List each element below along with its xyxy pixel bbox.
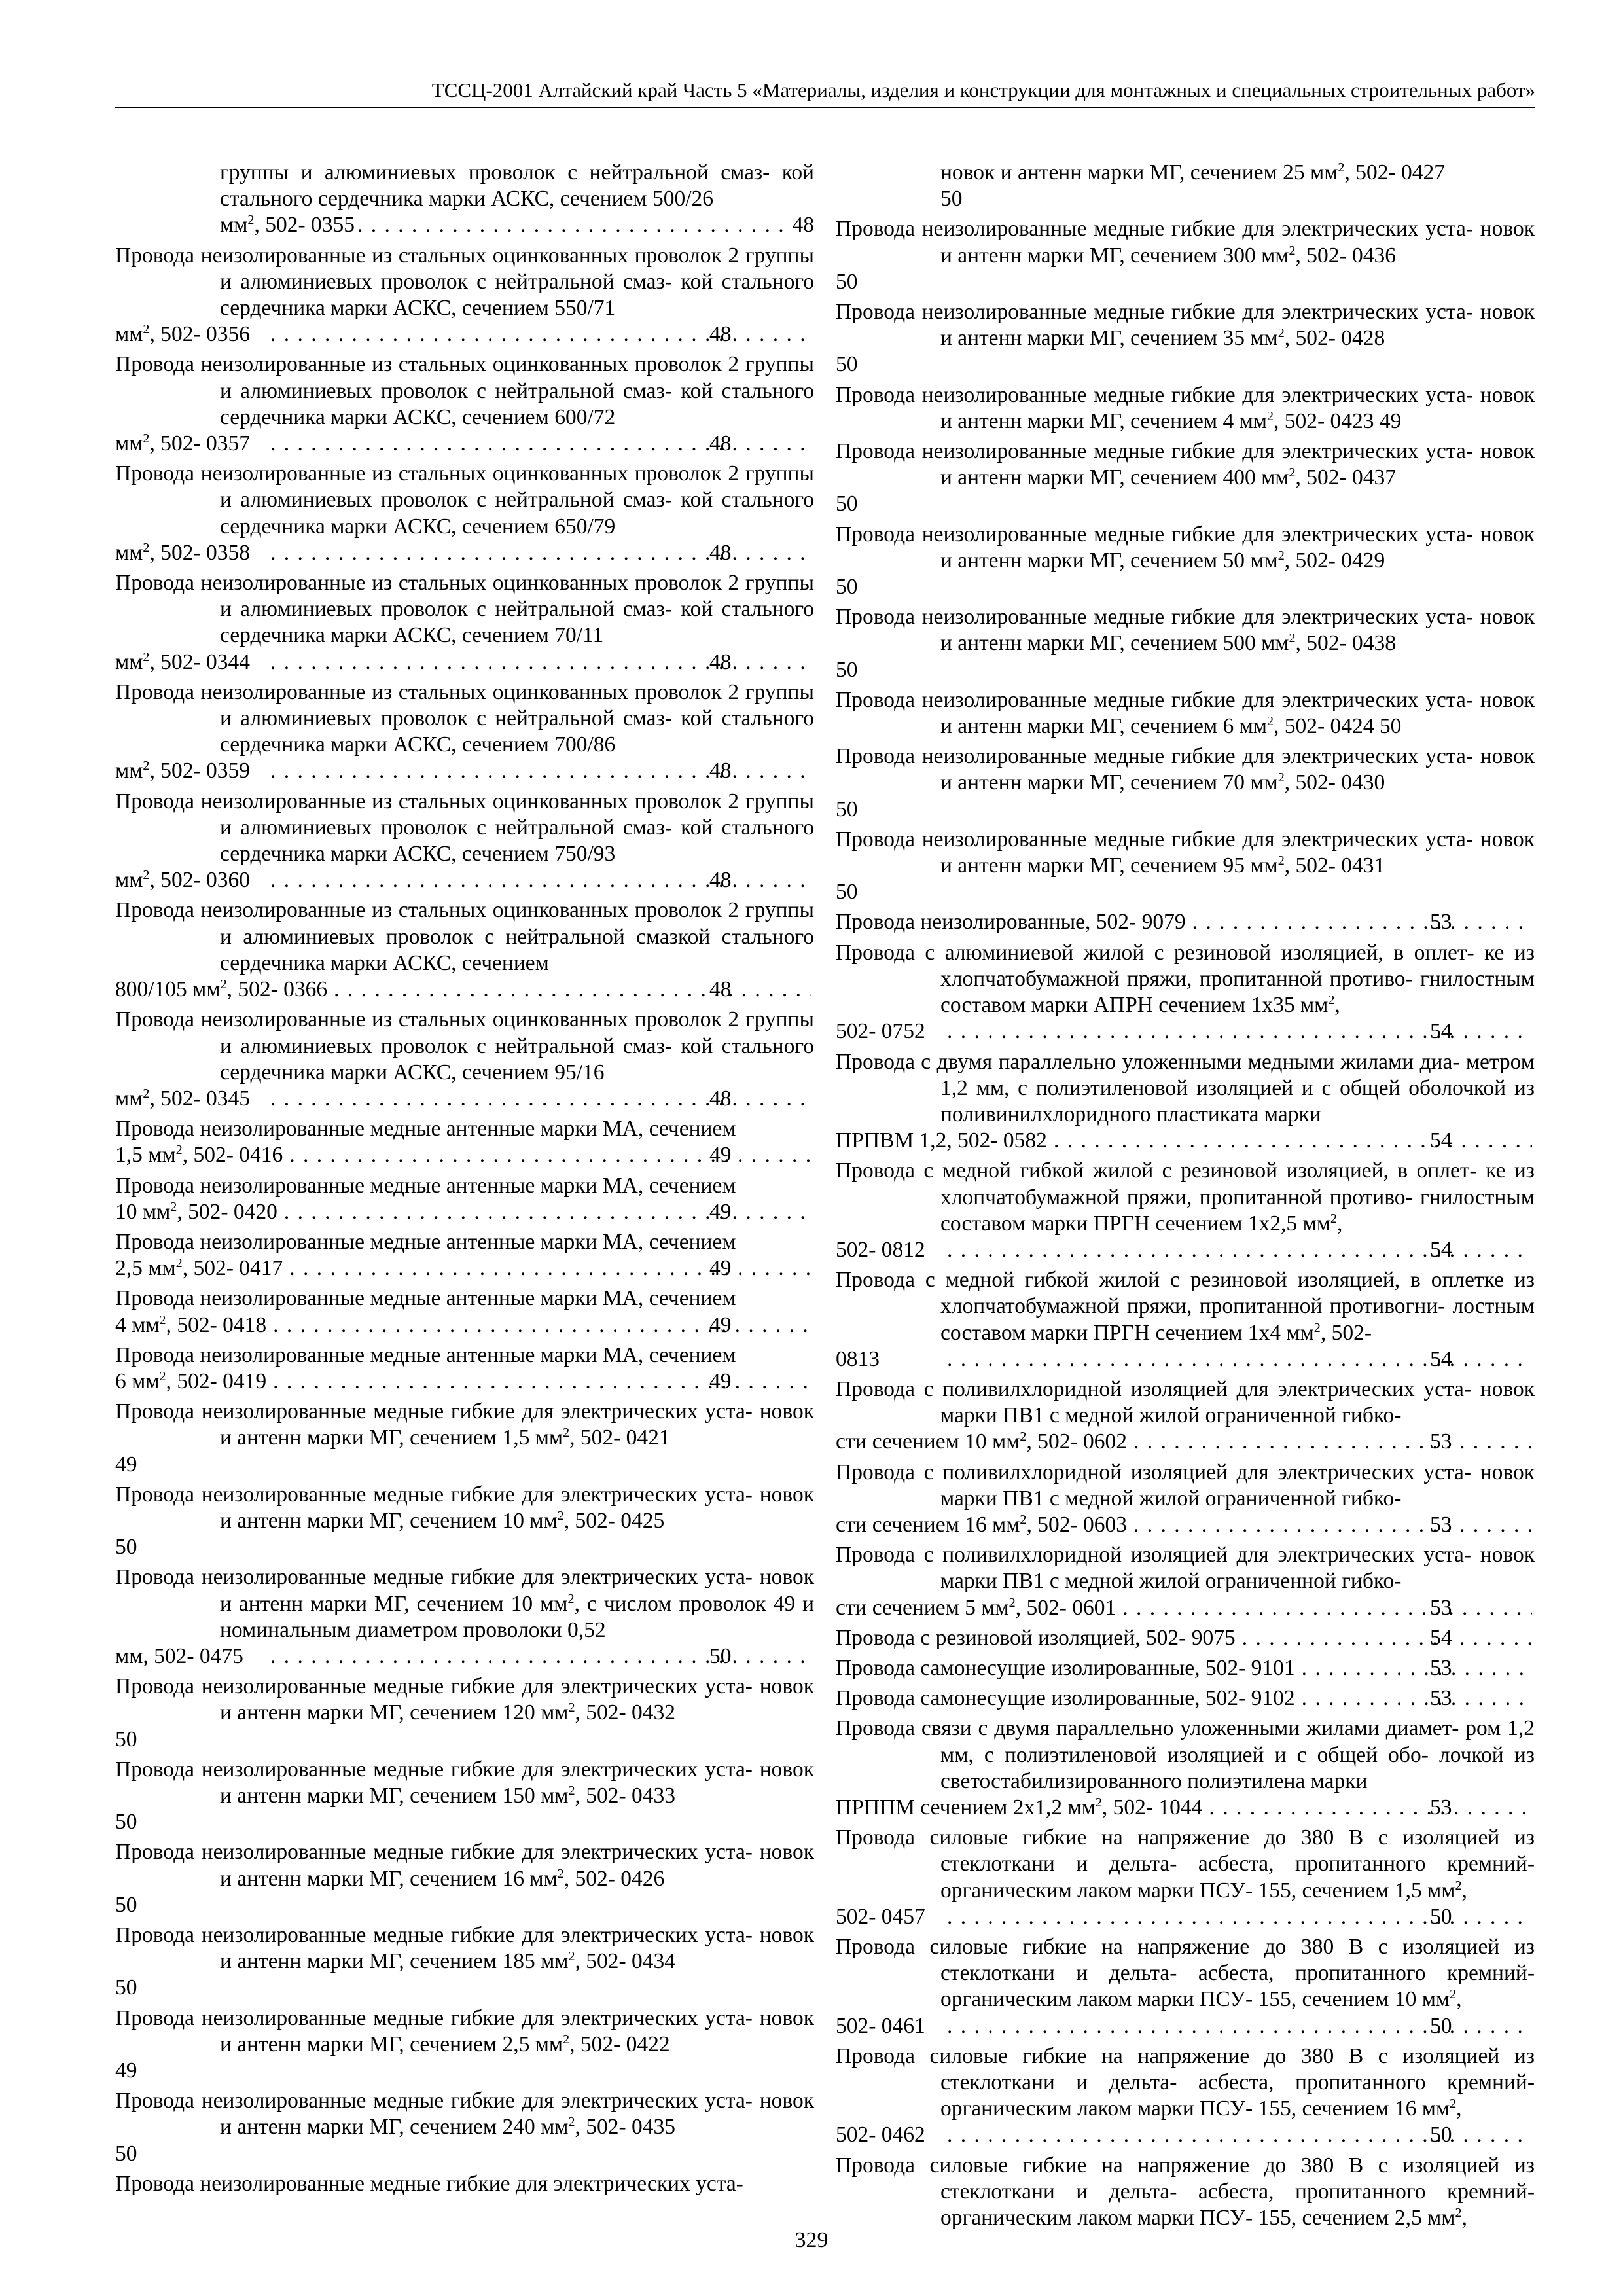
entry-text: Провода неизолированные из стальных оцинкованных проволок 2 группы и алюминиевых проволок с нейтральной смаз- кой стального сердечника марки АСКС, сечением 95/16: [115, 1007, 814, 1085]
entry-last-line: Провода неизолированные, 502- 9079: [836, 910, 1186, 935]
entry-text: Провода неизолированные медные гибкие для электрических уста- новок и антенн марки МГ, сечением 4 $мм^2$, 502- 0423 49: [836, 382, 1535, 433]
header-rule: [115, 107, 1535, 108]
entry-text: Провода неизолированные медные гибкие для электрических уста- новок и антенн марки МГ, сечением 16 $мм^2$, 502- 0426: [115, 1840, 814, 1891]
dot-leader: [1205, 1795, 1532, 1821]
entry-last-line: ПРППМ сечением 2х1,2 $мм^2$, 502- 1044: [836, 1795, 1203, 1820]
entry-text: Провода неизолированные медные гибкие для электрических уста- новок и антенн марки МГ, сечением 120 $мм^2$, 502- 0432: [115, 1674, 814, 1725]
index-entry: Провода неизолированные из стальных оцинкованных проволок 2 группы и алюминиевых проволок с нейтральной смаз- кой стального сердечника марки АСКС, сечением 600/72 $мм^2$, 502- 0357 . . . 48: [115, 351, 814, 457]
entry-page-ref: 50: [115, 1727, 137, 1751]
dot-leader: [1118, 1595, 1532, 1621]
dot-leader: [285, 1142, 812, 1168]
entry-text: Провода неизолированные медные гибкие для электрических уста- новок и антенн марки МГ, сечением 35 $мм^2$, 502- 0428: [836, 300, 1535, 351]
index-entry: [836, 439, 1535, 518]
entry-text: Провода неизолированные медные гибкие для электрических уста- новок и антенн марки МГ, сечением 300 $мм^2$, 502- 0436: [836, 217, 1535, 268]
entry-page-ref: 50: [115, 1892, 137, 1917]
entry-text: Провода неизолированные медные гибкие для электрических уста- новок и антенн марки МГ, сечением 2,5 $мм^2$, 502- 0422: [115, 2005, 814, 2056]
dot-leader: [1188, 909, 1532, 935]
entry-text: Провода неизолированные медные гибкие для электрических уста- новок и антенн марки МГ, сечением 50 $мм^2$, 502- 0429: [836, 522, 1535, 573]
dot-leader: [330, 977, 812, 1003]
entry-last-line: Провода с резиновой изоляцией, 502- 9075: [836, 1625, 1236, 1650]
index-entry: [115, 1482, 814, 1561]
entry-text: Провода неизолированные из стальных оцинкованных проволок 2 группы и алюминиевых проволок с нейтральной смаз- кой стального сердечника марки АСКС, сечением 600/72: [115, 352, 814, 429]
entry-text: Провода связи с двумя параллельно уложенными жилами диамет- ром 1,2 мм, с полиэтиленовой изоляцией и с общей обо- лочкой из светостабилизированного полиэтилена марки: [836, 1716, 1535, 1793]
index-entry: Провода силовые гибкие на напряжение до 380 В с изоляцией из стеклоткани и дельта- асбеста, пропитанного кремний- органическим лаком марки ПСУ- 155, сечением 16 $мм^2$, 502- 0462 . . . 50: [836, 2043, 1535, 2149]
index-entry: Провода неизолированные медные антенные марки МА, сечением 1,5 $мм^2$, 502- 0416 . . . 49: [115, 1116, 814, 1168]
dot-leader: [1298, 1655, 1532, 1681]
entry-last-line: $мм^2$, 502- 0356: [115, 322, 250, 347]
entry-text: Провода неизолированные медные гибкие для электрических уста- новок и антенн марки МГ, сечением 6 $мм^2$, 502- 0424 50: [836, 687, 1535, 739]
index-entry: [115, 160, 814, 239]
index-entry: Провода неизолированные из стальных оцинкованных проволок 2 группы и алюминиевых проволок с нейтральной смаз- кой стального сердечника марки АСКС, сечением 95/16 $мм^2$, 502- 0345 . . . 48: [115, 1007, 814, 1112]
index-entry: [115, 1674, 814, 1753]
index-entry: Провода самонесущие изолированные, 502- 9102 . . . 53: [836, 1685, 1535, 1712]
entry-last-line: 6 $мм^2$, 502- 0419: [115, 1369, 267, 1393]
page-number: 329: [794, 2228, 829, 2252]
entry-last-line: $мм^2$, 502- 0359: [115, 759, 250, 783]
entry-page-ref: 50: [836, 352, 858, 377]
index-entry: [115, 2005, 814, 2085]
entry-text: Провода неизолированные медные антенные марки МА, сечением: [115, 1173, 736, 1198]
entry-page-ref: 50: [115, 2141, 137, 2166]
index-entry: [836, 827, 1535, 906]
entry-text: Провода неизолированные из стальных оцинкованных проволок 2 группы и алюминиевых проволок с нейтральной смаз- кой стального сердечника марки АСКС, сечением 650/79: [115, 461, 814, 539]
index-entry: Провода неизолированные из стальных оцинкованных проволок 2 группы и алюминиевых проволок с нейтральной смаз- кой стального сердечника марки АСКС, сечением 750/93 $мм^2$, 502- 0360 . . . 48: [115, 789, 814, 894]
dot-leader: [1238, 1625, 1532, 1651]
index-entry: Провода неизолированные медные антенные марки МА, сечением 6 $мм^2$, 502- 0419 . . . 49: [115, 1342, 814, 1395]
entry-text: Провода неизолированные из стальных оцинкованных проволок 2 группы и алюминиевых проволок с нейтральной смаз- кой стального сердечника марки АСКС, сечением 700/86: [115, 679, 814, 757]
entry-page-ref: 50: [836, 657, 858, 682]
entry-last-line: $мм^2$, 502- 0360: [115, 868, 250, 893]
entry-text: Провода неизолированные медные гибкие для электрических уста- новок и антенн марки МГ, сечением 500 $мм^2$, 502- 0438: [836, 605, 1535, 656]
dot-leader: [1130, 1512, 1532, 1538]
entry-text: Провода неизолированные медные гибкие для электрических уста-: [115, 2171, 743, 2196]
dot-leader: [1298, 1685, 1532, 1712]
entry-page-ref: 50: [836, 575, 858, 600]
entry-last-line: мм, 502- 0475: [115, 1643, 243, 1668]
entry-last-line: $мм^2$, 502- 0358: [115, 540, 250, 565]
entry-text: Провода неизолированные медные гибкие для электрических уста- новок и антенн марки МГ, сечением 240 $мм^2$, 502- 0435: [115, 2089, 814, 2140]
entry-text: Провода с поливилхлоридной изоляцией для электрических уста- новок марки ПВ1 с медной жилой ограниченной гибко-: [836, 1376, 1535, 1428]
dot-leader: [280, 1199, 812, 1225]
entry-text: Провода неизолированные из стальных оцинкованных проволок 2 группы и алюминиевых проволок с нейтральной смазкой стального сердечника марки АСКС, сечением: [115, 898, 814, 975]
index-entry: Провода самонесущие изолированные, 502- 9101 . . . 53: [836, 1655, 1535, 1681]
entry-text: Провода силовые гибкие на напряжение до 380 В с изоляцией из стеклоткани и дельта- асбеста, пропитанного кремний- органическим лаком марки ПСУ- 155, сечением 10 $мм^2$,: [836, 1935, 1535, 2012]
entry-last-line: Провода самонесущие изолированные, 502- 9102: [836, 1686, 1295, 1711]
index-entry: Провода неизолированные медные антенные марки МА, сечением 4 $мм^2$, 502- 0418 . . . 49: [115, 1285, 814, 1338]
index-entry: Провода неизолированные медные антенные марки МА, сечением 10 $мм^2$, 502- 0420 . . . 49: [115, 1173, 814, 1225]
index-entry: Провода с медной гибкой жилой с резиновой изоляцией, в оплет- ке из хлопчатобумажной пряжи, пропитанной противо- гнилостным составом марки ПРГН сечением 1х2,5 $мм^2$, 502- 0812 . . . 54: [836, 1158, 1535, 1263]
entry-last-line: 4 $мм^2$, 502- 0418: [115, 1312, 267, 1337]
entry-page-ref: 50: [115, 1975, 137, 2000]
index-entry: [836, 160, 1535, 212]
entry-last-line: $мм^2$, 502- 0345: [115, 1086, 250, 1111]
index-entry: Провода неизолированные из стальных оцинкованных проволок 2 группы и алюминиевых проволок с нейтральной смаз- кой стального сердечника марки АСКС, сечением 700/86 $мм^2$, 502- 0359 . . . 48: [115, 679, 814, 785]
index-entry: [836, 299, 1535, 378]
entry-text: Провода силовые гибкие на напряжение до 380 В с изоляцией из стеклоткани и дельта- асбеста, пропитанного кремний- органическим лаком марки ПСУ- 155, сечением 16 $мм^2$,: [836, 2043, 1535, 2121]
index-entry: Провода неизолированные из стальных оцинкованных проволок 2 группы и алюминиевых проволок с нейтральной смазкой стального сердечника марки АСКС, сечением 800/105 $мм^2$, 502- 0366 . . . 48: [115, 897, 814, 1003]
entry-last-line: сти сечением 16 $мм^2$, 502- 0603: [836, 1512, 1127, 1537]
index-entry: [836, 382, 1535, 435]
entry-last-line: сти сечением 5 $мм^2$, 502- 0601: [836, 1595, 1116, 1620]
entry-text: Провода неизолированные из стальных оцинкованных проволок 2 группы и алюминиевых проволок с нейтральной смаз- кой стального сердечника марки АСКС, сечением 750/93: [115, 789, 814, 867]
entry-last-line: ПРПВМ 1,2, 502- 0582: [836, 1128, 1047, 1153]
entry-text: новок и антенн марки МГ, сечением 25 $мм^2$, 502- 0427: [940, 160, 1445, 185]
index-entry: Провода неизолированные из стальных оцинкованных проволок 2 группы и алюминиевых проволок с нейтральной смаз- кой стального сердечника марки АСКС, сечением 70/11 $мм^2$, 502- 0344 . . . 48: [115, 570, 814, 675]
index-entry: [115, 2088, 814, 2167]
index-entry: Провода неизолированные медные антенные марки МА, сечением 2,5 $мм^2$, 502- 0417 . . . 49: [115, 1229, 814, 1282]
entry-text: Провода с двумя параллельно уложенными медными жилами диа- метром 1,2 мм, с полиэтиленовой изоляцией и с общей оболочкой из поливинилхлоридного пластиката марки: [836, 1049, 1535, 1126]
entry-page-ref: 50: [115, 1810, 137, 1835]
entry-text: Провода неизолированные медные антенные марки МА, сечением: [115, 1286, 736, 1311]
index-entry: Провода неизолированные медные гибкие для электрических уста- новок и антенн марки МГ, сечением 10 $мм^2$, с числом проволок 49 и номинальным диаметром проволоки 0,52 мм, 502- 0475 . . . 50: [115, 1564, 814, 1670]
dot-leader: [285, 1255, 812, 1282]
index-entry: Провода неизолированные из стальных оцинкованных проволок 2 группы и алюминиевых проволок с нейтральной смаз- кой стального сердечника марки АСКС, сечением 550/71 $мм^2$, 502- 0356 . . . 48: [115, 243, 814, 348]
entry-page-ref: 50: [836, 880, 858, 905]
entry-text: Провода неизолированные медные гибкие для электрических уста- новок и антенн марки МГ, сечением 10 $мм^2$, с числом проволок 49 и номинальным диаметром проволоки 0,52: [115, 1565, 814, 1642]
entry-last-line: $мм^2$, 502- 0355: [220, 213, 355, 238]
entry-text: Провода с медной гибкой жилой с резиновой изоляцией, в оплет- ке из хлопчатобумажной пряжи, пропитанной противо- гнилостным составом марки ПРГН сечением 1х2,5 $мм^2$,: [836, 1158, 1535, 1236]
index-entry: [836, 2153, 1535, 2232]
index-entry: Провода с поливилхлоридной изоляцией для электрических уста- новок марки ПВ1 с медной жилой ограниченной гибко- сти сечением 5 $мм^2$, 502- 0601 . . . 53: [836, 1542, 1535, 1621]
index-entry: [836, 744, 1535, 823]
entry-text: Провода с поливилхлоридной изоляцией для электрических уста- новок марки ПВ1 с медной жилой ограниченной гибко-: [836, 1543, 1535, 1594]
index-entry: [115, 1922, 814, 2001]
entry-last-line: сти сечением 10 $мм^2$, 502- 0602: [836, 1429, 1127, 1454]
entry-page-ref: 50: [836, 269, 858, 294]
index-entry: Провода с поливилхлоридной изоляцией для электрических уста- новок марки ПВ1 с медной жилой ограниченной гибко- сти сечением 10 $мм^2$, 502- 0602 . . . 53: [836, 1376, 1535, 1456]
entry-page-ref: 49: [115, 2058, 137, 2083]
entry-last-line: $мм^2$, 502- 0357: [115, 431, 250, 456]
entry-text: Провода силовые гибкие на напряжение до 380 В с изоляцией из стеклоткани и дельта- асбеста, пропитанного кремний- органическим лаком марки ПСУ- 155, сечением 2,5 $мм^2$,: [836, 2153, 1535, 2231]
index-column-left: [115, 160, 814, 2201]
entry-last-line: $мм^2$, 502- 0344: [115, 649, 250, 674]
index-entry: [836, 604, 1535, 683]
entry-text: Провода силовые гибкие на напряжение до 380 В с изоляцией из стеклоткани и дельта- асбеста, пропитанного кремний- органическим лаком марки ПСУ- 155, сечением 1,5 $мм^2$,: [836, 1825, 1535, 1903]
entry-last-line: 10 $мм^2$, 502- 0420: [115, 1199, 277, 1224]
index-entry: [115, 1399, 814, 1478]
entry-page-ref: 50: [940, 187, 963, 211]
index-entry: Провода с поливилхлоридной изоляцией для электрических уста- новок марки ПВ1 с медной жилой ограниченной гибко- сти сечением 16 $мм^2$, 502- 0603 . . . 53: [836, 1460, 1535, 1539]
entry-text: группы и алюминиевых проволок с нейтральной смаз- кой стального сердечника марки АСКС, сечением 500/26: [220, 160, 814, 211]
entry-text: Провода неизолированные медные гибкие для электрических уста- новок и антенн марки МГ, сечением 400 $мм^2$, 502- 0437: [836, 439, 1535, 490]
entry-text: Провода неизолированные медные гибкие для электрических уста- новок и антенн марки МГ, сечением 95 $мм^2$, 502- 0431: [836, 827, 1535, 878]
entry-text: Провода с поливилхлоридной изоляцией для электрических уста- новок марки ПВ1 с медной жилой ограниченной гибко-: [836, 1460, 1535, 1511]
entry-last-line: Провода самонесущие изолированные, 502- 9101: [836, 1655, 1295, 1680]
index-entry: Провода неизолированные из стальных оцинкованных проволок 2 группы и алюминиевых проволок с нейтральной смаз- кой стального сердечника марки АСКС, сечением 650/79 $мм^2$, 502- 0358 . . . 48: [115, 461, 814, 566]
entry-text: Провода неизолированные медные гибкие для электрических уста- новок и антенн марки МГ, сечением 150 $мм^2$, 502- 0433: [115, 1757, 814, 1808]
entry-text: Провода неизолированные медные антенные марки МА, сечением: [115, 1342, 736, 1367]
index-column-right: [836, 160, 1535, 2235]
entry-last-line: 800/105 $мм^2$, 502- 0366: [115, 977, 328, 1002]
entry-page-ref: 50: [836, 797, 858, 821]
index-entry: [115, 2171, 814, 2197]
index-entry: Провода с алюминиевой жилой с резиновой изоляцией, в оплет- ке из хлопчатобумажной пряжи, пропитанной противо- гнилостным составом марки АПРН сечением 1х35 $мм^2$, 502- 0752 . . . 54: [836, 940, 1535, 1045]
entry-text: Провода неизолированные медные гибкие для электрических уста- новок и антенн марки МГ, сечением 1,5 $мм^2$, 502- 0421: [115, 1399, 814, 1450]
entry-text: Провода неизолированные медные гибкие для электрических уста- новок и антенн марки МГ, сечением 10 $мм^2$, 502- 0425: [115, 1482, 814, 1533]
entry-text: Провода неизолированные медные антенные марки МА, сечением: [115, 1117, 736, 1141]
index-entry: [836, 687, 1535, 740]
index-entry: Провода связи с двумя параллельно уложенными жилами диамет- ром 1,2 мм, с полиэтиленовой изоляцией и с общей обо- лочкой из светостабилизированного полиэтилена марки ПРППМ сечением 2х1,2 $мм^2$, 502- 1044 . . . 53: [836, 1715, 1535, 1821]
entry-text: Провода неизолированные медные гибкие для электрических уста- новок и антенн марки МГ, сечением 70 $мм^2$, 502- 0430: [836, 744, 1535, 795]
index-entry: Провода силовые гибкие на напряжение до 380 В с изоляцией из стеклоткани и дельта- асбеста, пропитанного кремний- органическим лаком марки ПСУ- 155, сечением 1,5 $мм^2$, 502- 0457 . . . 50: [836, 1825, 1535, 1930]
dot-leader: [357, 212, 790, 238]
dot-leader: [1050, 1128, 1532, 1154]
index-entry: Провода с резиновой изоляцией, 502- 9075 . . . 54: [836, 1625, 1535, 1651]
index-entry: [836, 216, 1535, 295]
entry-text: Провода неизолированные медные антенные марки МА, сечением: [115, 1229, 736, 1254]
index-entry: [115, 1757, 814, 1836]
index-entry: [115, 1839, 814, 1918]
index-entry: Провода силовые гибкие на напряжение до 380 В с изоляцией из стеклоткани и дельта- асбеста, пропитанного кремний- органическим лаком марки ПСУ- 155, сечением 10 $мм^2$, 502- 0461 . . . 50: [836, 1934, 1535, 2039]
running-header: ТССЦ-2001 Алтайский край Часть 5 «Материалы, изделия и конструкции для монтажных и специальных строительных работ»: [431, 79, 1535, 101]
entry-page-ref: 50: [836, 492, 858, 516]
entry-page-ref: 49: [115, 1452, 137, 1477]
entry-text: Провода с алюминиевой жилой с резиновой изоляцией, в оплет- ке из хлопчатобумажной пряжи, пропитанной противо- гнилостным составом марки АПРН сечением 1х35 $мм^2$,: [836, 940, 1535, 1018]
index-entry: Провода с медной гибкой жилой с резиновой изоляцией, в оплетке из хлопчатобумажной пряжи, пропитанной противогни- лостным составом марки ПРГН сечением 1х4 $мм^2$, 502- 0813 . . . 54: [836, 1267, 1535, 1372]
index-entry: Провода с двумя параллельно уложенными медными жилами диа- метром 1,2 мм, с полиэтиленовой изоляцией и с общей оболочкой из поливинилхлоридного пластиката марки ПРПВМ 1,2, 502- 0582 . . . 54: [836, 1049, 1535, 1155]
entry-text: Провода неизолированные из стальных оцинкованных проволок 2 группы и алюминиевых проволок с нейтральной смаз- кой стального сердечника марки АСКС, сечением 550/71: [115, 243, 814, 321]
entry-text: Провода неизолированные из стальных оцинкованных проволок 2 группы и алюминиевых проволок с нейтральной смаз- кой стального сердечника марки АСКС, сечением 70/11: [115, 571, 814, 648]
index-entry: [836, 522, 1535, 601]
entry-text: Провода с медной гибкой жилой с резиновой изоляцией, в оплетке из хлопчатобумажной пряжи, пропитанной противогни- лостным составом марки ПРГН сечением 1х4 $мм^2$, 502-: [836, 1268, 1535, 1345]
dot-leader: [1130, 1429, 1532, 1455]
index-entry: Провода неизолированные, 502- 9079 . . . 53: [836, 909, 1535, 935]
entry-last-line: 1,5 $мм^2$, 502- 0416: [115, 1143, 283, 1168]
entry-last-line: 2,5 $мм^2$, 502- 0417: [115, 1255, 283, 1281]
entry-page-ref: 50: [115, 1535, 137, 1560]
entry-page-ref: 48: [792, 213, 814, 238]
entry-text: Провода неизолированные медные гибкие для электрических уста- новок и антенн марки МГ, сечением 185 $мм^2$, 502- 0434: [115, 1923, 814, 1974]
